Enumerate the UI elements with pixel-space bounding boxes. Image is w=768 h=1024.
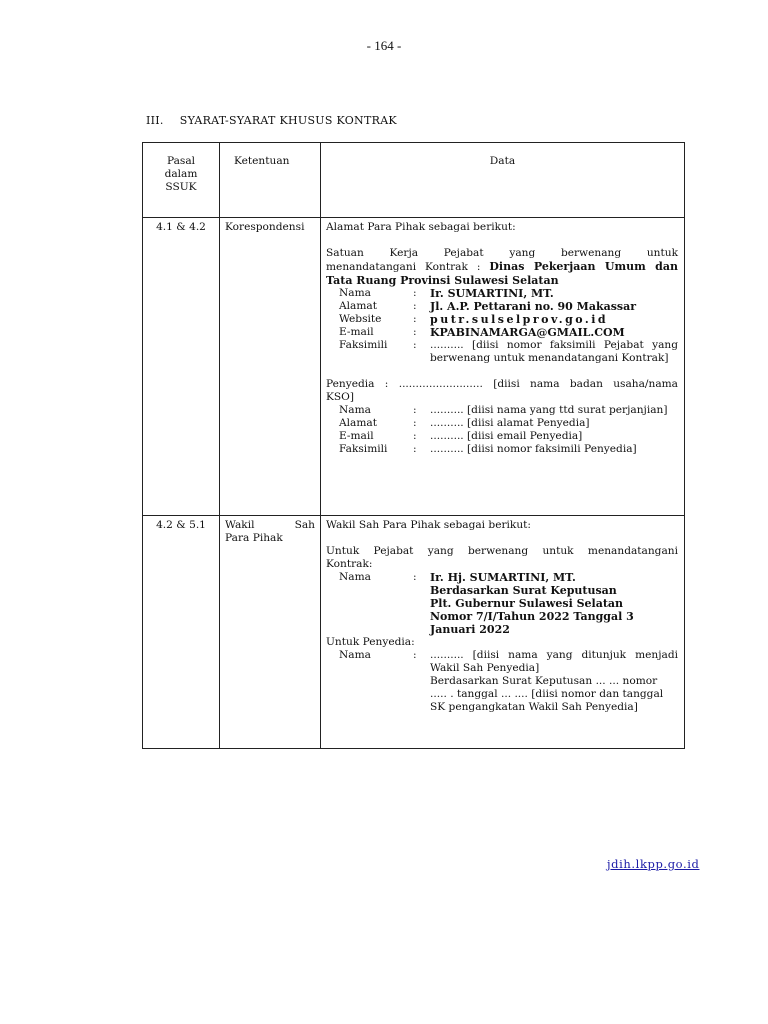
field-separator: : bbox=[413, 339, 417, 351]
field-separator: : bbox=[413, 571, 417, 583]
table-row bbox=[143, 516, 685, 749]
header-pasal-line: dalam bbox=[164, 168, 198, 180]
penyedia-alamat bbox=[326, 417, 678, 430]
data-cell bbox=[321, 218, 685, 516]
section-number: III. bbox=[146, 114, 164, 127]
source-link[interactable]: jdih.lkpp.go.id bbox=[607, 857, 700, 871]
ketentuan-word: Sah bbox=[294, 519, 315, 531]
field-label: E-mail bbox=[339, 326, 374, 338]
field-value: KPABINAMARGA@GMAIL.COM bbox=[430, 326, 625, 339]
pejabat-alamat bbox=[326, 300, 678, 313]
ssuk-table bbox=[142, 142, 685, 749]
field-separator: : bbox=[413, 313, 417, 325]
section-heading bbox=[146, 114, 397, 127]
field-value: .......... [diisi nomor faksimili Pejabat yang berwenang untuk menandatangani Kontrak] bbox=[430, 339, 678, 364]
untuk-pejabat-line: Untuk Pejabat yang berwenang untuk menandatangani bbox=[326, 545, 678, 557]
penyedia-line: KSO] bbox=[326, 391, 354, 403]
field-label: Nama bbox=[339, 571, 371, 583]
table-row bbox=[143, 218, 685, 516]
header-pasal-line: Pasal bbox=[166, 155, 196, 167]
field-value-line: Berdasarkan Surat Keputusan ... ... nomor ..... . tanggal ... .... [diisi nomor dan tanggal SK pengangkatan Wakil Sah Penyedia] bbox=[430, 675, 664, 713]
penyedia-faksimili bbox=[326, 443, 678, 456]
ketentuan-line bbox=[225, 519, 315, 532]
field-value bbox=[430, 649, 678, 714]
ketentuan-cell: Korespondensi bbox=[220, 218, 321, 516]
field-label: Website bbox=[339, 313, 382, 325]
satuan-kerja-line bbox=[326, 260, 678, 274]
pejabat-faksimili bbox=[326, 339, 678, 365]
field-label: Alamat bbox=[339, 300, 377, 312]
field-separator: : bbox=[413, 404, 417, 416]
satuan-kerja-name: Dinas Pekerjaan Umum dan bbox=[489, 260, 678, 273]
field-value: .......... [diisi email Penyedia] bbox=[430, 430, 583, 442]
field-value: .......... [diisi nama yang ttd surat perjanjian] bbox=[430, 404, 668, 416]
untuk-pejabat-line: Kontrak: bbox=[326, 558, 373, 570]
field-value: .......... [diisi alamat Penyedia] bbox=[430, 417, 590, 429]
satuan-kerja-prefix: menandatangani Kontrak : bbox=[326, 261, 481, 273]
page-number: - 164 - bbox=[366, 38, 402, 53]
field-separator: : bbox=[413, 443, 417, 455]
satuan-kerja-name-cont: Tata Ruang Provinsi Sulawesi Selatan bbox=[326, 274, 559, 287]
table-header-row bbox=[143, 143, 685, 218]
field-label: E-mail bbox=[339, 430, 374, 442]
pasal-cell: 4.2 & 5.1 bbox=[143, 516, 220, 749]
wakil-intro: Wakil Sah Para Pihak sebagai berikut: bbox=[326, 519, 531, 531]
field-label: Nama bbox=[339, 649, 371, 661]
header-ketentuan: Ketentuan bbox=[220, 143, 321, 218]
field-value: .......... [diisi nomor faksimili Penyedia] bbox=[430, 443, 637, 455]
pejabat-nama bbox=[326, 287, 678, 300]
ketentuan-word: Wakil bbox=[225, 519, 255, 531]
field-value-line: .......... [diisi nama yang ditunjuk menjadi Wakil Sah Penyedia] bbox=[430, 649, 678, 674]
field-separator: : bbox=[413, 649, 417, 661]
field-label: Nama bbox=[339, 287, 371, 299]
wakil-pejabat-nama bbox=[326, 571, 678, 636]
field-value: Ir. SUMARTINI, MT. bbox=[430, 287, 554, 300]
field-label: Alamat bbox=[339, 417, 377, 429]
field-value: putr.sulselprov.go.id bbox=[430, 313, 609, 326]
header-pasal bbox=[143, 143, 220, 218]
field-label: Faksimili bbox=[339, 443, 388, 455]
field-separator: : bbox=[413, 287, 417, 299]
pasal-cell: 4.1 & 4.2 bbox=[143, 218, 220, 516]
penyedia-nama bbox=[326, 404, 678, 417]
field-separator: : bbox=[413, 430, 417, 442]
header-pasal-line: SSUK bbox=[165, 181, 197, 193]
field-label: Nama bbox=[339, 404, 371, 416]
penyedia-email bbox=[326, 430, 678, 443]
wakil-penyedia-nama bbox=[326, 649, 678, 714]
penyedia-line: Penyedia : ......................... [diisi nama badan usaha/nama bbox=[326, 378, 678, 390]
satuan-kerja-line: Satuan Kerja Pejabat yang berwenang untuk bbox=[326, 247, 678, 259]
pejabat-email bbox=[326, 326, 678, 339]
data-cell bbox=[321, 516, 685, 749]
field-value: Jl. A.P. Pettarani no. 90 Makassar bbox=[430, 300, 637, 313]
field-value: Ir. Hj. SUMARTINI, MT. Berdasarkan Surat Keputusan Plt. Gubernur Sulawesi Selatan Nomor 7/I/Tahun 2022 Tanggal 3 Januari 2022 bbox=[430, 571, 634, 636]
korespondensi-intro: Alamat Para Pihak sebagai berikut: bbox=[326, 221, 516, 233]
ketentuan-cell bbox=[220, 516, 321, 749]
field-separator: : bbox=[413, 326, 417, 338]
ketentuan-line: Para Pihak bbox=[225, 532, 283, 544]
field-label: Faksimili bbox=[339, 339, 388, 351]
field-separator: : bbox=[413, 300, 417, 312]
field-separator: : bbox=[413, 417, 417, 429]
pejabat-website bbox=[326, 313, 678, 326]
header-data: Data bbox=[321, 143, 685, 218]
untuk-penyedia-label: Untuk Penyedia: bbox=[326, 636, 415, 648]
section-title: SYARAT-SYARAT KHUSUS KONTRAK bbox=[179, 114, 397, 127]
